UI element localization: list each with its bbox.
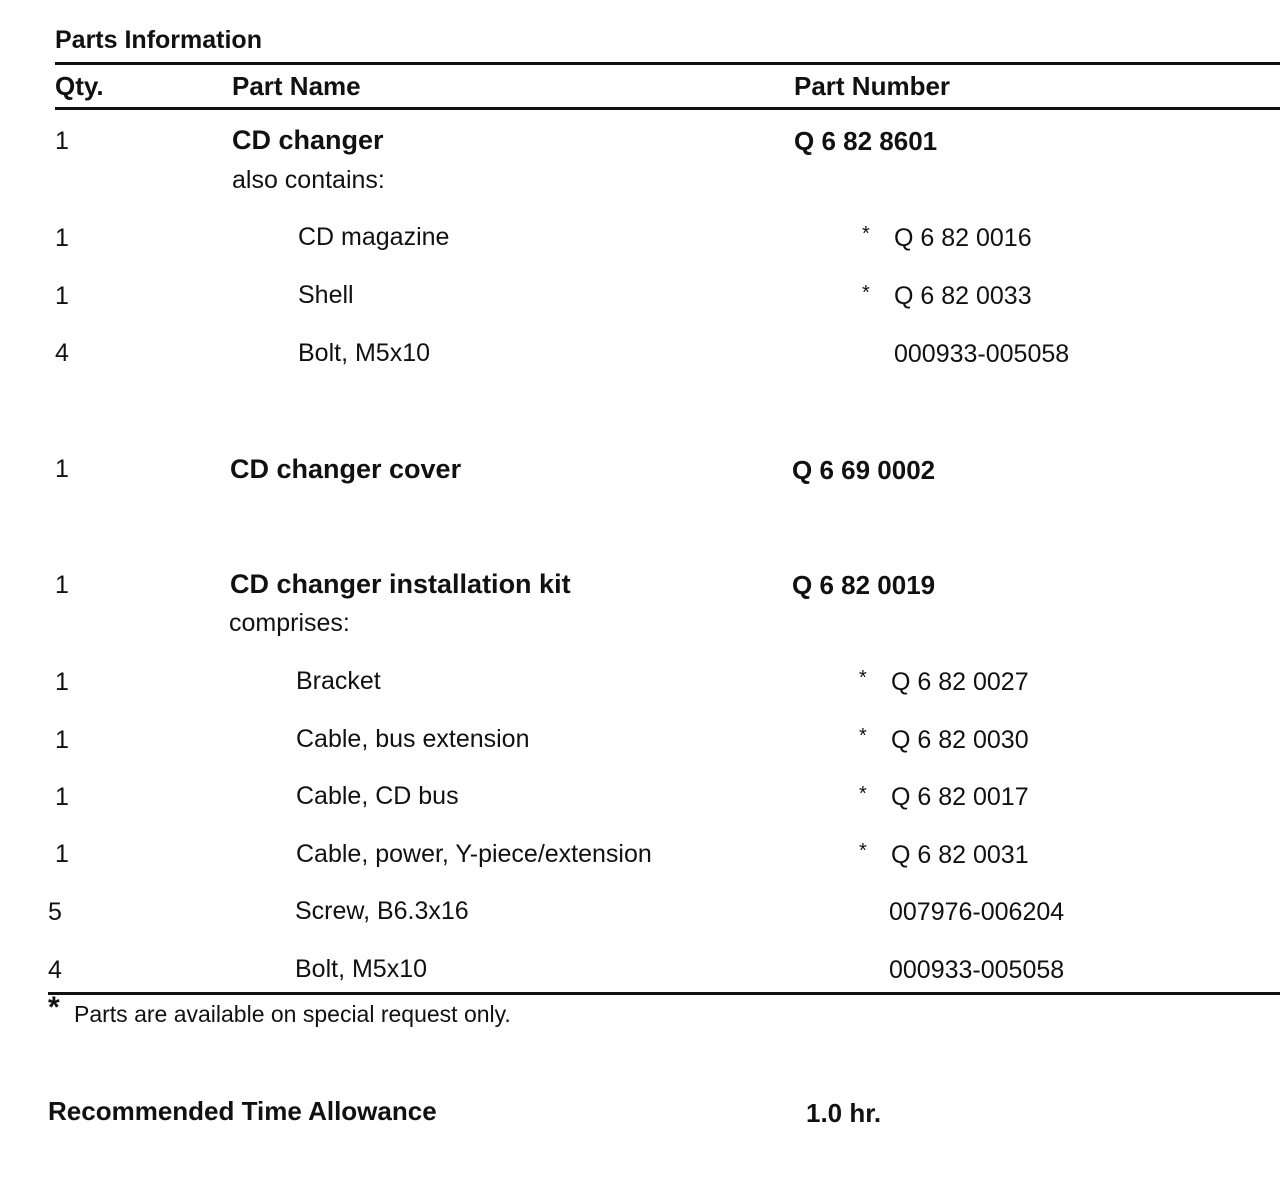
row-qty: 1	[55, 571, 69, 599]
row-qty: 4	[48, 956, 62, 984]
part-number: 007976-006204	[889, 898, 1065, 926]
special-request-marker: *	[859, 783, 867, 805]
part-name: Bolt, M5x10	[295, 955, 428, 983]
part-name: CD changer installation kit	[230, 569, 571, 599]
part-name: Shell	[298, 281, 354, 309]
footnote-text: Parts are available on special request only.	[74, 1001, 511, 1027]
special-request-marker: *	[859, 725, 867, 747]
part-note: comprises:	[229, 609, 350, 637]
time-allowance-value: 1.0 hr.	[806, 1098, 882, 1128]
top-rule	[55, 62, 1280, 65]
part-name: Screw, B6.3x16	[295, 897, 469, 925]
special-request-marker: *	[862, 282, 870, 304]
part-number: 000933-005058	[894, 340, 1070, 368]
header-part-name: Part Name	[232, 71, 361, 101]
row-qty: 1	[55, 127, 69, 155]
header-part-number: Part Number	[794, 71, 951, 101]
part-number: Q 6 82 0017	[891, 783, 1029, 811]
row-qty: 1	[55, 282, 69, 310]
part-name: CD magazine	[298, 223, 450, 251]
special-request-marker: *	[859, 667, 867, 689]
row-qty: 1	[55, 783, 69, 811]
part-name: Bracket	[296, 667, 381, 695]
part-name: Cable, power, Y-piece/extension	[296, 840, 652, 868]
part-number: 000933-005058	[889, 956, 1065, 984]
header-qty: Qty.	[55, 71, 104, 101]
row-qty: 1	[55, 840, 69, 868]
time-allowance-label: Recommended Time Allowance	[48, 1096, 437, 1126]
part-name: Bolt, M5x10	[298, 339, 431, 367]
row-qty: 1	[55, 455, 69, 483]
part-name: Cable, bus extension	[296, 725, 530, 753]
section-title: Parts Information	[55, 26, 262, 54]
part-number: Q 6 82 0030	[891, 726, 1029, 754]
row-qty: 1	[55, 668, 69, 696]
part-number: Q 6 82 0016	[894, 224, 1032, 252]
header-rule	[55, 107, 1280, 110]
part-note: also contains:	[232, 166, 385, 194]
row-qty: 1	[55, 726, 69, 754]
part-number: Q 6 82 0019	[792, 570, 936, 600]
part-number: Q 6 82 0031	[891, 841, 1029, 869]
part-name: Cable, CD bus	[296, 782, 459, 810]
bottom-rule	[48, 992, 1280, 995]
part-number: Q 6 82 0033	[894, 282, 1032, 310]
footnote-marker: *	[48, 991, 60, 1024]
special-request-marker: *	[862, 223, 870, 245]
row-qty: 1	[55, 224, 69, 252]
part-number: Q 6 82 0027	[891, 668, 1029, 696]
row-qty: 4	[55, 339, 69, 367]
part-number: Q 6 69 0002	[792, 455, 936, 485]
special-request-marker: *	[859, 840, 867, 862]
row-qty: 5	[48, 898, 62, 926]
part-name: CD changer	[232, 125, 384, 155]
part-name: CD changer cover	[230, 454, 462, 484]
part-number: Q 6 82 8601	[794, 126, 938, 156]
